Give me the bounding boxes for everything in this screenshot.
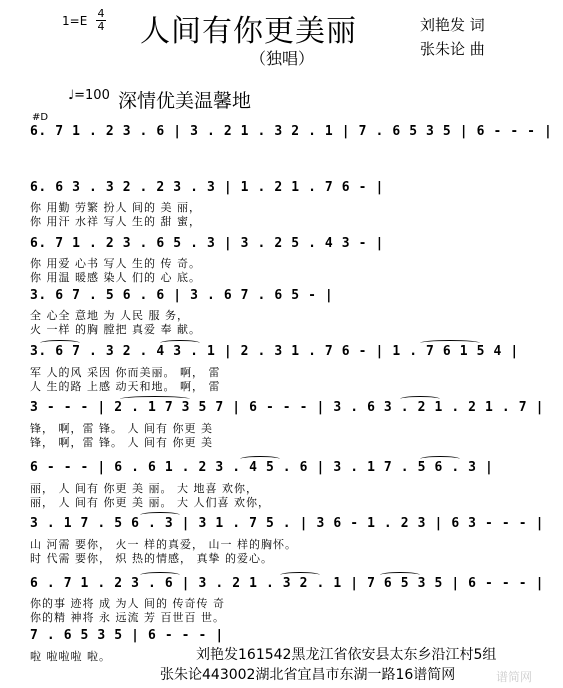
notation-line: 3. 6 7 . 5 6 . 6 | 3 . 6 7 . 6 5 - | bbox=[30, 288, 334, 303]
expression-mark: 深情优美温馨地 bbox=[118, 90, 252, 112]
lyric-line: 你 用温 暖感 染人 们的 心 底。 bbox=[30, 271, 201, 284]
lyric-line: 你 用汗 水祥 写人 生的 甜 蜜， bbox=[30, 215, 201, 228]
lyric-line: 人 生的路 上感 动天和地。 啊， 雷 bbox=[30, 380, 221, 393]
song-subtitle: （独唱） bbox=[250, 49, 315, 68]
lyric-line: 你 用爱 心书 写人 生的 传 奇。 bbox=[30, 257, 201, 270]
notation-line: 6. 6 3 . 3 2 . 2 3 . 3 | 1 . 2 1 . 7 6 - | bbox=[30, 180, 384, 195]
meter-top: 4 bbox=[97, 7, 105, 20]
lyric-line: 锋， 啊，雷 锋。 人 间有 你更 美 bbox=[30, 436, 213, 449]
notation-line: 3. 6 7 . 3 2 . 4 3 . 1 | 2 . 3 1 . 7 6 - | 1 . 7 6 1 5 4 | bbox=[30, 344, 519, 359]
notation-line: 3 - - - | 2 . 1 7 3 5 7 | 6 - - - | 3 . 6 3 . 2 1 . 2 1 . 7 | bbox=[30, 400, 545, 415]
start-mark: #D bbox=[32, 112, 49, 123]
notation-line: 6. 7 1 . 2 3 . 6 | 3 . 2 1 . 3 2 . 1 | 7 . 6 5 3 5 | 6 - - - | bbox=[30, 124, 553, 139]
lyric-line: 军 人的风 采因 你而美丽。 啊， 雷 bbox=[30, 366, 221, 379]
time-signature bbox=[96, 8, 106, 33]
notation-line: 6 - - - | 6 . 6 1 . 2 3 . 4 5 . 6 | 3 . 1 7 . 5 6 . 3 | bbox=[30, 460, 494, 475]
composer-credit: 张朱论 曲 bbox=[420, 40, 485, 58]
lyric-line: 全 心全 意地 为 人民 服 务， bbox=[30, 309, 189, 322]
notation-line: 7 . 6 5 3 5 | 6 - - - | bbox=[30, 628, 224, 643]
lyric-line: 你的精 神将 永 远流 芳 百世百 世。 bbox=[30, 611, 225, 624]
lyric-line: 丽， 人 间有 你更 美 丽。 大 地喜 欢你， bbox=[30, 482, 258, 495]
song-title: 人间有你更美丽 bbox=[140, 14, 357, 49]
notation-line: 6 . 7 1 . 2 3 . 6 | 3 . 2 1 . 3 2 . 1 | 7 6 5 3 5 | 6 - - - | bbox=[30, 576, 545, 591]
meter-bottom: 4 bbox=[97, 20, 105, 33]
notation-line: 3 . 1 7 . 5 6 . 3 | 3 1 . 7 5 . | 3 6 - 1 . 2 3 | 6 3 - - - | bbox=[30, 516, 545, 531]
notation-line: 6. 7 1 . 2 3 . 6 5 . 3 | 3 . 2 5 . 4 3 - | bbox=[30, 236, 384, 251]
footer-address-composer: 张朱论443002湖北省宜昌市东湖一路16谱简网 bbox=[160, 667, 456, 683]
lyric-line: 火 一样 的胸 膛把 真爱 奉 献。 bbox=[30, 323, 201, 336]
lyric-line: 山 河需 要你， 火一 样的真爱， 山一 样的胸怀。 bbox=[30, 538, 297, 551]
lyric-line: 时 代需 要你， 炽 热的情感， 真挚 的爱心。 bbox=[30, 552, 273, 565]
lyric-line: 你 用勤 劳繁 扮人 间的 美 丽， bbox=[30, 201, 201, 214]
footer-address-lyricist: 刘艳发161542黑龙江省依安县太东乡沿江村5组 bbox=[196, 647, 497, 663]
lyric-line: 锋， 啊，雷 锋。 人 间有 你更 美 bbox=[30, 422, 213, 435]
watermark: 谱简网 bbox=[496, 670, 533, 684]
lyricist-credit: 刘艳发 词 bbox=[420, 16, 485, 34]
lyric-line: 丽， 人 间有 你更 美 丽。 大 人们喜 欢你， bbox=[30, 496, 270, 509]
lyric-line: 你的事 迹将 成 为人 间的 传奇传 奇 bbox=[30, 597, 225, 610]
tempo-mark: ♩=100 bbox=[68, 88, 110, 103]
key-signature: 1=E bbox=[62, 14, 88, 28]
lyric-line: 啦 啦啦啦 啦。 bbox=[30, 650, 111, 663]
